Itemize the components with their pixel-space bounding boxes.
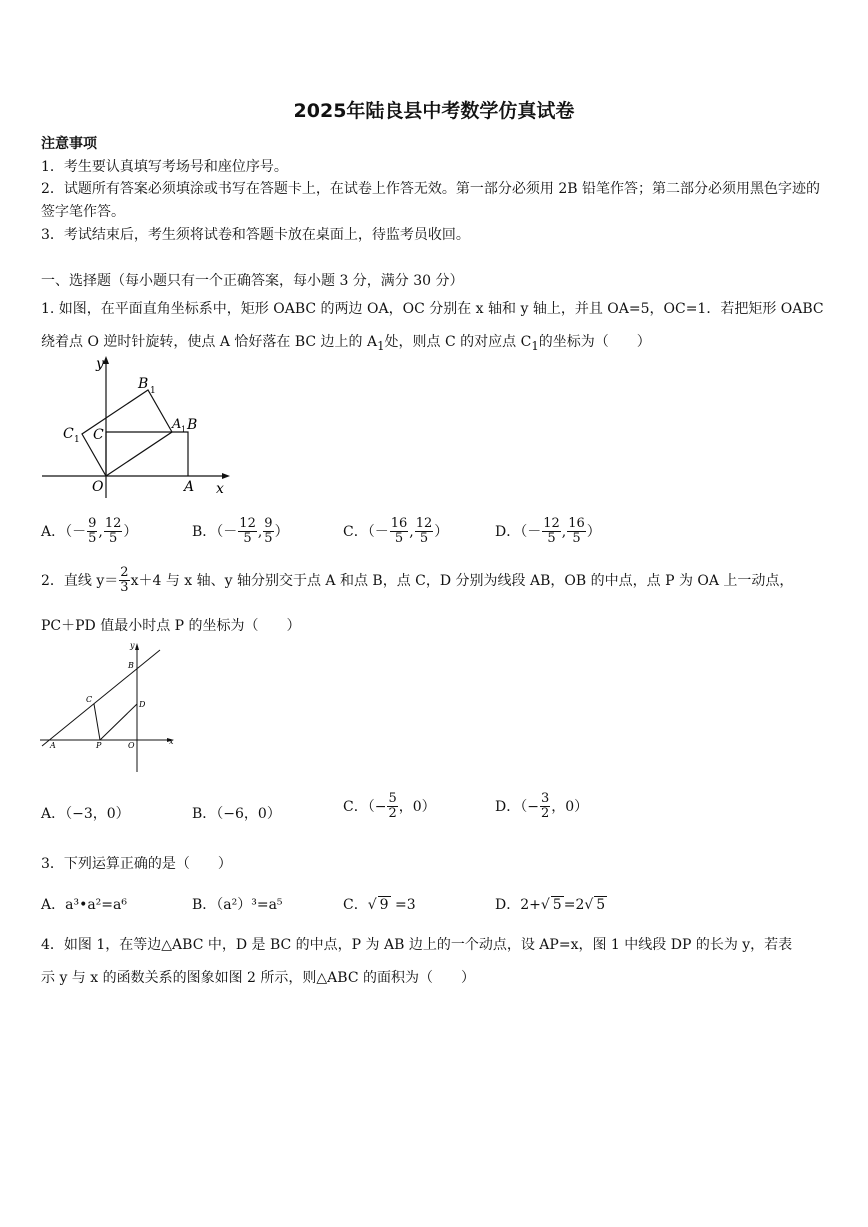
- q1-label-o: O: [92, 479, 104, 495]
- page-title: 2025年陆良县中考数学仿真试卷: [293, 100, 575, 122]
- q1-label-y: y: [96, 356, 104, 372]
- q1-label-b1: B: [138, 376, 149, 392]
- q4-stem-line1: 4．如图 1，在等边△ABC 中，D 是 BC 的中点，P 为 AB 边上的一个动点，设 AP=x，图 1 中线段 DP 的长为 y，若表: [41, 937, 793, 953]
- q1-stem-line2: 绕着点 O 逆时针旋转，使点 A 恰好落在 BC 边上的 $A_1$处，则点 C 的对应点 $C_1$的坐标为（ ）: [41, 334, 651, 353]
- q2-label-c: C: [86, 695, 93, 704]
- q2-segment-pc: [94, 704, 100, 740]
- q2-option-a[interactable]: A．（−3，0）: [41, 806, 130, 822]
- q2-y-arrow: [135, 643, 139, 650]
- q1-label-x: x: [216, 481, 224, 497]
- q2-label-y: y: [130, 641, 135, 650]
- section-heading: 一、选择题（每小题只有一个正确答案，每小题 3 分，满分 30 分）: [41, 273, 464, 289]
- q3-option-b[interactable]: B．（a²）³=a⁵: [192, 897, 283, 913]
- q2-option-b[interactable]: B．（−6，0）: [192, 806, 281, 822]
- q2-stem-line2: PC＋PD 值最小时点 P 的坐标为（ ）: [41, 618, 301, 634]
- q1-option-c[interactable]: C．（－ $\frac{16}{5}$ , $\frac{12}{5}$ ）: [343, 516, 449, 547]
- q1-figure: [38, 352, 238, 500]
- q3-stem: 3．下列运算正确的是（ ）: [41, 856, 232, 872]
- q2-option-d[interactable]: D．（− $\frac{3}{2}$ ，0）: [495, 791, 589, 822]
- q1-label-c1: C: [63, 426, 74, 442]
- q1-stem-line1: 1. 如图，在平面直角坐标系中，矩形 OABC 的两边 OA，OC 分别在 x 轴和 y 轴上，并且 OA=5，OC=1．若把矩形 OABC: [41, 301, 824, 317]
- q1-x-arrow: [222, 473, 230, 479]
- q1-option-b[interactable]: B．（－ $\frac{12}{5}$ , $\frac{9}{5}$ ）: [192, 516, 289, 547]
- q2-label-d: D: [139, 700, 146, 709]
- q4-stem-line2: 示 y 与 x 的函数关系的图象如图 2 所示，则△ABC 的面积为（ ）: [41, 970, 475, 986]
- q2-label-o: O: [128, 741, 135, 750]
- q2-label-x: x: [169, 737, 174, 746]
- q2-label-b: B: [128, 661, 134, 670]
- q1-option-a[interactable]: A．（－ $\frac{9}{5}$ , $\frac{12}{5}$ ）: [41, 516, 138, 547]
- q2-label-a: A: [50, 741, 56, 750]
- notice-item-3: 3．考试结束后，考生须将试卷和答题卡放在桌面上，待监考员收回。: [41, 227, 470, 243]
- q2-segment-pd: [100, 704, 137, 740]
- q1-label-a1: A: [172, 417, 182, 432]
- q1-label-a1-sub: 1: [181, 425, 187, 434]
- notice-item-1: 1．考生要认真填写考场号和座位序号。: [41, 159, 288, 175]
- q1-rect-oabc: [106, 432, 188, 476]
- q3-option-d[interactable]: D．2+√ 5 =2√ 5: [495, 897, 606, 913]
- q1-label-b1-sub: 1: [150, 386, 156, 396]
- q1-label-c: C: [93, 427, 104, 443]
- q1-label-a: A: [184, 479, 195, 495]
- q1-label-c1-sub: 1: [74, 435, 80, 445]
- q1-label-b: B: [187, 417, 198, 433]
- q3-option-a[interactable]: A．a³•a²=a⁶: [41, 897, 127, 913]
- q1-option-d[interactable]: D．（－ $\frac{12}{5}$ , $\frac{16}{5}$ ）: [495, 516, 601, 547]
- q2-figure: [38, 640, 178, 775]
- q2-stem-line1: 2．直线 y＝ $\frac{2}{3}$ x＋4 与 x 轴、y 轴分别交于点 A 和点 B，点 C，D 分别为线段 AB，OB 的中点，点 P 为 OA 上一动点，: [41, 565, 794, 596]
- q2-option-c[interactable]: C．（− $\frac{5}{2}$ ，0）: [343, 791, 436, 822]
- q2-label-p: P: [96, 741, 102, 750]
- q2-line-ab: [42, 650, 160, 746]
- notice-heading: 注意事项: [41, 136, 97, 152]
- q3-option-c[interactable]: C．√ 9 =3: [343, 897, 416, 913]
- notice-item-2: 2．试题所有答案必须填涂或书写在答题卡上，在试卷上作答无效。第一部分必须用 2B 铅笔作答；第二部分必须用黑色字迹的签字笔作答。: [41, 181, 820, 220]
